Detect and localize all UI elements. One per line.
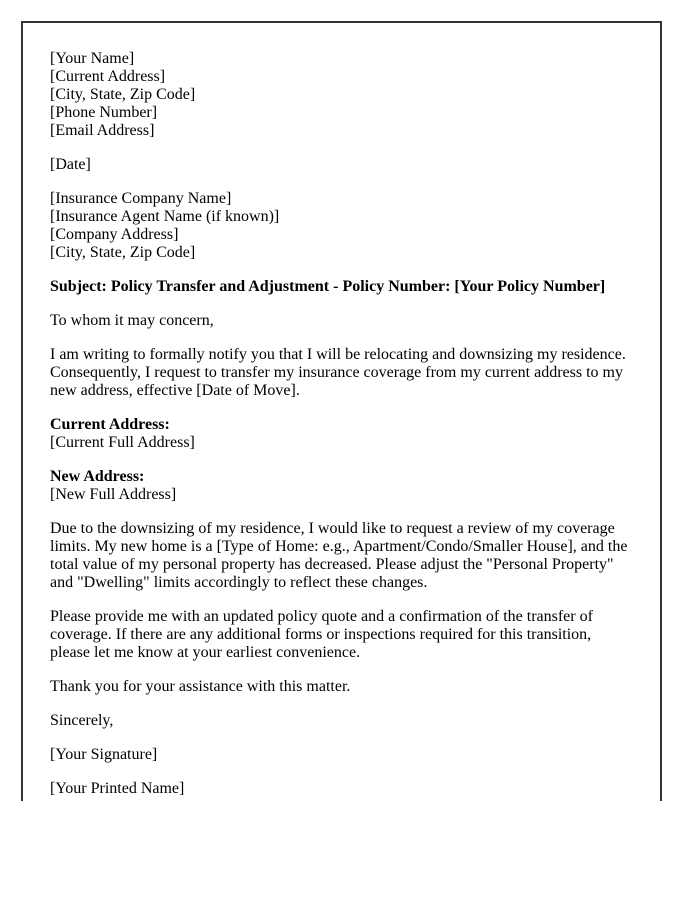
closing: Sincerely, bbox=[50, 712, 114, 729]
new-address-value: [New Full Address] bbox=[50, 486, 177, 503]
date-line: [Date] bbox=[50, 156, 91, 173]
sender-current-address: [Current Address] bbox=[50, 68, 166, 85]
sender-phone: [Phone Number] bbox=[50, 104, 158, 121]
paragraph-thanks: Thank you for your assistance with this matter. bbox=[50, 678, 351, 695]
new-address-label: New Address: bbox=[50, 468, 145, 485]
paragraph-request: Please provide me with an updated policy quote and a confirmation of the transfer of coverage. If there are any additional forms or inspections required for this transition, please let me know at your earliest convenience. bbox=[50, 608, 593, 661]
current-address-value: [Current Full Address] bbox=[50, 434, 195, 451]
salutation: To whom it may concern, bbox=[50, 312, 214, 329]
sender-city-state-zip: [City, State, Zip Code] bbox=[50, 86, 196, 103]
current-address-block bbox=[50, 416, 633, 452]
paragraph-intro: I am writing to formally notify you that I will be relocating and downsizing my residence. Consequently, I request to transfer my insurance coverage from my current address to my new address, effective [Date of Move]. bbox=[50, 346, 626, 399]
current-address-label: Current Address: bbox=[50, 416, 170, 433]
recipient-city-state-zip: [City, State, Zip Code] bbox=[50, 244, 196, 261]
printed-name-placeholder: [Your Printed Name] bbox=[50, 780, 185, 797]
recipient-company-address: [Company Address] bbox=[50, 226, 179, 243]
sender-email: [Email Address] bbox=[50, 122, 155, 139]
paragraph-coverage: Due to the downsizing of my residence, I would like to request a review of my coverage limits. My new home is a [Type of Home: e.g., Apartment/Condo/Smaller House], and the total value of my personal property has decreased. Please adjust the "Personal Property" and "Dwelling" limits accordingly to reflect these changes. bbox=[50, 520, 628, 591]
recipient-block bbox=[50, 190, 633, 262]
recipient-company-name: [Insurance Company Name] bbox=[50, 190, 232, 207]
letter-page bbox=[21, 21, 662, 801]
sender-name: [Your Name] bbox=[50, 50, 135, 67]
subject-line: Subject: Policy Transfer and Adjustment - Policy Number: [Your Policy Number] bbox=[50, 278, 606, 295]
recipient-agent-name: [Insurance Agent Name (if known)] bbox=[50, 208, 280, 225]
signature-placeholder: [Your Signature] bbox=[50, 746, 158, 763]
new-address-block bbox=[50, 468, 633, 504]
sender-block bbox=[50, 50, 633, 140]
